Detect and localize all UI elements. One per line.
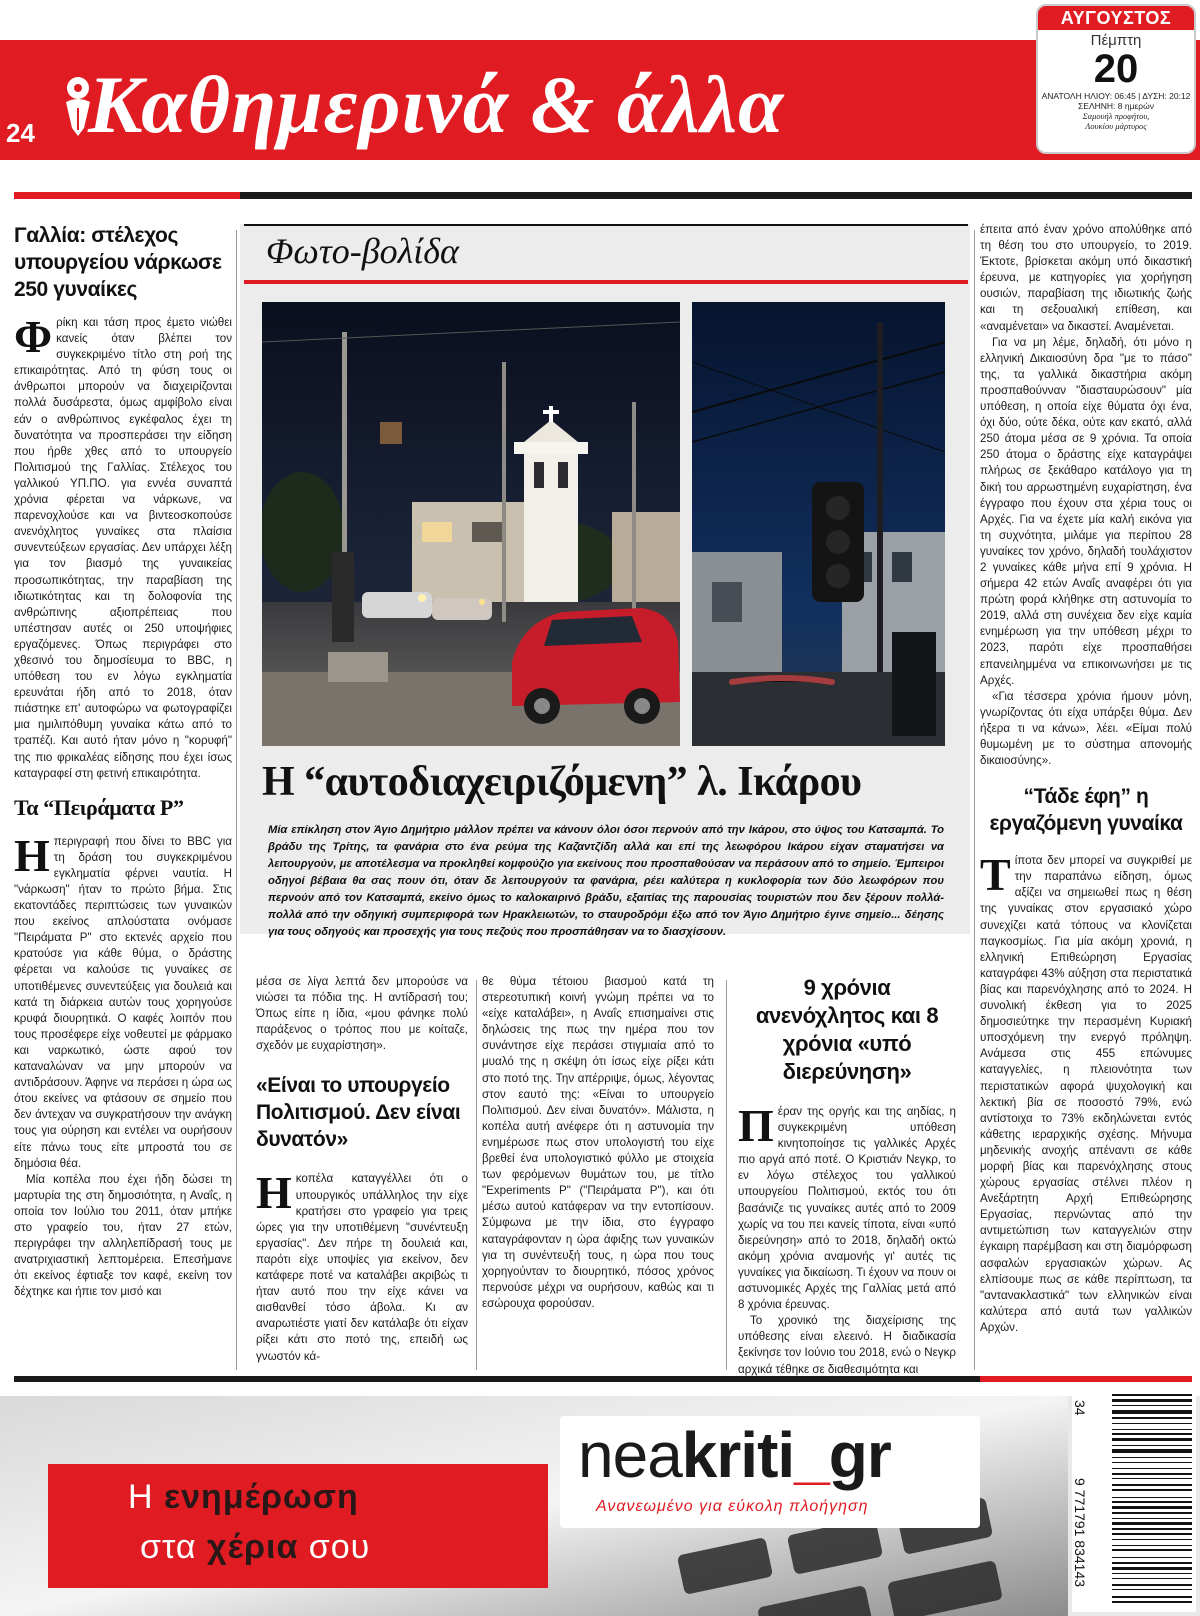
subhead-9-xronia: 9 χρόνια ανενόχλητος και 8 χρόνια «υπό διερεύνηση»	[755, 975, 939, 1084]
left-body-2	[14, 829, 232, 1301]
barcode	[1072, 1388, 1196, 1612]
paragraph: Το χρονικό της διαχείρισης της υπόθεσης είναι ελεεινό. Η διαδικασία ξεκίνησε τον Ιούνιο του 2018, ενώ ο Νεγκρ αρχικά τέθηκε σε διαθεσιμότητα και	[738, 1314, 956, 1376]
dropcap: Η	[14, 829, 50, 881]
subhead-ypourgeio: «Είναι το υπουργείο Πολιτισμού. Δεν είναι δυνατόν»	[256, 1074, 461, 1152]
paragraph: μέσα σε λίγα λεπτά δεν μπορούσε να νιώσει τα πόδια της. Η αντίδρασή του; Όπως είπε η ίδια, «μου φάνηκε πολύ παράξενος ο τρόπος που με κοίταζε, σχεδόν με ευχαρίστηση».	[256, 975, 468, 1053]
saint-of-day-1: Σαμουήλ προφήτου,	[1082, 111, 1150, 121]
barcode-issue-number: 34	[1072, 1400, 1088, 1416]
brand-part: gr	[828, 1419, 891, 1491]
barcode-number: 9 771791 834143	[1072, 1478, 1088, 1587]
brand-part: kriti	[681, 1419, 795, 1491]
saint-of-day-2: Λουκίου μάρτυρος	[1085, 121, 1147, 131]
paragraph: «Για τέσσερα χρόνια ήμουν μόνη, γνωρίζοντας ότι είχα υπάρξει θύμα. Δεν ήξερα τι να κάνω», λέει. «Είμαι πολύ θυμωμένη με το σύστημα απονομής δικαιοσύνης».	[980, 689, 1192, 768]
paragraph: θε θύμα τέτοιου βιασμού κατά τη στερεοτυπική κοινή γνώμη πρέπει να το «είχε καταλάβει», η Αναΐς επισημαίνει στις δηλώσεις της πως την ημέρα που τον συνάντησε είχε περάσει στιγμιαία από το μυαλό της η σκέψη ότι ίσως είχε ρίξει κάτι στο ποτό της. Την απέρριψε, όμως, λέγοντας στον εαυτό της: «Είναι το υπουργείο Πολιτισμού. Δεν είναι δυνατόν». Μάλιστα, η κοπέλα αυτή ανέφερε ότι η αστυνομία την ενημέρωσε πως στον υπολογιστή του είχε βρεθεί ένα υπολογιστικό φύλλο με στοιχεία των φερόμενων θυμάτων του, με τίτλο "Experiments P" ("Πειράματα Ρ"), και ότι μέσω αυτού κατάφεραν να την εντοπίσουν. Σύμφωνα με την ίδια, στο έγγραφο καταγράφονταν η ώρα άφιξης των γυναικών για τη συνέντευξή τους, η ώρα που τους χορηγούνταν το διουρητικό, πόσος χρόνος περνούσε μέχρι να ουρήσουν, καθώς και τι εσώρουχα φορούσαν.	[482, 975, 714, 1310]
left-article	[14, 222, 232, 1300]
dropcap: Η	[256, 1167, 292, 1219]
moon-phase: ΣΕΛΗΝΗ: 8 ημερών	[1078, 101, 1154, 111]
right-article	[980, 222, 1192, 1336]
paragraph: έπειτα από έναν χρόνο απολύθηκε από τη θέση του στο υπουργείο, το 2019. Έκτοτε, βρίσκεται ακόμη υπό δικαστική έρευνα, με κατηγορίες για χορήγηση ουσιών, παραβίαση της ιδιωτικής ζωής και τη σεξουαλική επίθεση, και «αναμένεται» να δικαστεί. Αναμένεται.	[980, 223, 1192, 333]
section-title: Καθημερινά & άλλα	[88, 59, 785, 150]
column-divider	[236, 230, 237, 1370]
dropcap: Φ	[14, 311, 53, 362]
dropcap: Π	[738, 1100, 774, 1151]
ad-slogan-line-2	[140, 1528, 370, 1567]
brand-part: nea	[578, 1419, 682, 1491]
date-month: ΑΥΓΟΥΣΤΟΣ	[1038, 6, 1194, 30]
paragraph: περιγραφή που δίνει το BBC για τη δράση του συγκεκριμένου εγκληματία φέρνει ναυτία. Η "νάρκωση" ήταν το πρώτο βήμα. Στις εκατοντάδες περιπτώσεις των γυναικών που εκείνος απλούστατα ονόμασε "Πειράματα Ρ" στο εκτενές αρχείο που κρατούσε για κάθε θύμα, ο δράστης φέρεται να καλούσε τις γυναίκες σε υποτιθέμενες συνεντεύξεις για δουλειά και κατά τη διάρκεια αυτών τους χορηγούσε κρυφά διουρητικά. Ο καφές λοιπόν που τους προσέφερε είχε νοθευτεί με φάρμακο και ναρκωτικό, ώστε αφού τον καταναλώναν να μην μπορούν να αντιδράσουν. Άφηνε να περάσει η ώρα ως ότου εκείνες να φτάσουν σε σημείο που δεν άντεχαν να συγκρατήσουν την ανάγκη τους για ούρηση και εντέλει να ουρήσουν είτε πάνω τους είτε μπροστά του σε δημόσια θέα.	[14, 834, 232, 1170]
ad-brand-logo[interactable]	[578, 1418, 891, 1492]
bottom-column-2	[482, 974, 714, 1312]
date-day-number: 20	[1093, 47, 1139, 91]
column-divider	[974, 230, 975, 1370]
right-body	[980, 222, 1192, 769]
feature-label: Φωτο-βολίδα	[266, 231, 459, 271]
feature-top-rule	[244, 224, 968, 226]
left-headline: Γαλλία: στέλεχος υπουργείου νάρκωσε 250 γυναίκες	[14, 224, 222, 301]
paragraph: Μία κοπέλα που έχει ήδη δώσει τη μαρτυρία της στη δημοσιότητα, η Αναΐς, η οποία τον Ιούλιο του 2011, όταν μπήκε στο γραφείο του, ήταν 27 ετών, περιγράφει την αλληλεπίδρασή τους με ανατριχιαστική λεπτομέρεια. Επεσήμανε ότι εκείνος έφτιαξε τον καφέ, εκείνη τον δέχτηκε και ήπιε τον μισό και	[14, 1172, 232, 1299]
feature-red-rule	[244, 280, 968, 284]
bottom-column-1-body	[256, 1167, 468, 1364]
sunrise-sunset: ΑΝΑΤΟΛΗ ΗΛΙΟΥ: 06:45 | ΔΥΣΗ: 20:12	[1041, 91, 1191, 101]
paragraph: έραν της οργής και της αηδίας, η συγκεκριμένη υπόθεση κινητοποίησε τις γαλλικές Αρχές πιο αργά από ποτέ. Ο Κριστιάν Νεγκρ, το εν λόγω στέλεχος του γαλλικού υπουργείου Πολιτισμού, εκτός του ότι βασάνιζε τις γυναίκες αυτές από το 2009 χωρίς να του πει κανείς τίποτα, είναι «υπό διερεύνηση» από το 2018, δηλαδή οκτώ ακόμη χρόνια αναμονής γι' αυτές τις γυναίκες για δικαίωση. Τι έχουν να πουν οι αστυνομικές Αρχές της Γαλλίας μετά από 8 χρόνια έρευνας.	[738, 1105, 956, 1312]
barcode-bars-icon	[1072, 1388, 1196, 1612]
ad-slogan-emphasis: χέρια	[207, 1528, 299, 1566]
header-rule-red	[14, 192, 240, 199]
bottom-column-3	[738, 974, 956, 1378]
ad-slogan-emphasis: ενημέρωση	[164, 1478, 359, 1516]
dropcap: Τ	[980, 849, 1011, 901]
date-weekday: Πέμπτη	[1090, 32, 1142, 49]
column-divider	[476, 980, 477, 1370]
ad-slogan-text: σου	[298, 1528, 371, 1566]
paragraph: ίποτα δεν μπορεί να συγκριθεί με την παραπάνω είδηση, όμως αξίζει να σημειωθεί πως η θέση της γυναίκας στον εργασιακό χώρο συνεχίζει κατά τόπους να κλονίζεται παγκοσμίως. Για μία ακόμη χρονιά, η ελληνική Επιθεώρηση Εργασίας καταγράφει 43% αύξηση στα περιστατικά βίας και παρενόχλησης από το 2024. Η συνολική έκθεση για το 2025 δημοσιεύτηκε την περασμένη Κυριακή υποσχόμενη την ενεργό πρόληψη. Ανάμεσα στις 455 επώνυμες καταγγελίες, η πλειονότητα των περιστατικών αφορά ψυχολογική και λεκτική βία σε ποσοστό 79%, ενώ αντίστοιχα το 73% εκδηλώνεται εντός κάθετης ιεραρχικής σχέσης. Μήνυμα μηδενικής ανοχής απέναντι σε κάθε μορφή βίας και παρενόχλησης στους χώρους εργασίας στέλνει πλέον η Ανεξάρτητη Αρχή Επιθεώρησης Εργασίας, περνώντας από την αντιμετώπιση των καταγγελιών στην έγκαιρη παρέμβαση και στη διαμόρφωση ασφαλών εργασιακών χώρων. Ας ελπίσουμε πως σε κάθε περίπτωση, τα "αντανακλαστικά" των ελληνικών είναι καλύτερα από αυτά των γαλλικών Αρχών.	[980, 854, 1192, 1334]
page-number: 24	[6, 118, 35, 148]
ad-slogan-text: Η	[128, 1478, 164, 1516]
left-lead-paragraph: ρίκη και τάση προς έμετο νιώθει κανείς όταν βλέπει τον συγκεκριμένο τίτλο στη ροή της επικαιρότητας. Από τη φύση τους οι άνθρωποι μπορούν να διαχειρίζονται πολλά δυσάρεστα, όμως αμφίβολο είναι εάν ο ανθρώπινος εγκέφαλος έχει τη δυνατότητα να προσπεράσει την είδηση που ήρθε χθες από το υπουργείο Πολιτισμού της Γαλλίας. Στέλεχος του γαλλικού ΥΠ.ΠΟ. για εννέα συναπτά χρόνια φέρεται να νάρκωνε, να παρενοχλούσε και να βιντεοσκοπούσε ανενόχλητος γυναίκες στα πλαίσια συνεντεύξεων εργασίας. Δεν υπάρχει λέξη για τον βιασμό της γυναικείας προσωπικότητας, την παραβίαση της ιδιωτικότητας και τη δολοφονία της ανθρώπινης αξιοπρέπειας που υπέστησαν αυτές οι 250 υποψήφιες εργαζόμενες. Όπως περιγράφει στο χθεσινό του δημοσίευμα το BBC, η υπόθεση του εν λόγω εγκληματία ερευνάται ήδη από το 2018, όταν πιάστηκε επ' αυτοφώρω να φωτογραφίζει μια ημιλιπόθυμη γυναίκα κάτω από το τραπέζι. Και αυτό ήταν μόνο η "κορυφή" της πιο φρικαλέας είδησης που έχει ίσως καταγραφεί στη φετινή επικαιρότητα.	[14, 316, 232, 780]
right-body-2	[980, 849, 1192, 1336]
header-rule-black	[240, 192, 1192, 199]
date-box	[1036, 4, 1196, 154]
photo-dark-traffic-light	[692, 302, 945, 746]
feature-lead-text: Μία επίκληση στον Άγιο Δημήτριο μάλλον πρέπει να κάνουν όλοι όσοι περνούν από την Ικάρου, στο ύψος του Κατσαμπά. Το βράδυ της Τρίτης, τα φανάρια στο ένα ρεύμα της Καζαντζίδη αλλά και επί της λεωφόρου Ικάρου είχαν σταματήσει να λειτουργούν, με αποτέλεσμα να προκληθεί κομφούζιο για εκείνους που προσπαθούσαν να περάσουν από το σημείο. Έμπειροι οδηγοί βέβαια θα σας πουν ότι, όταν δε λειτουργούν τα φανάρια, ρέει καλύτερα η κυκλοφορία των δύο λεωφόρων που περνούν από τον Κατσαμπά, εκείνο όμως το καλοκαιρινό βράδυ, εξαιτίας της παρουσίας τουριστών που δεν ξέρουν πολλά-πολλά από την οδηγική συμπεριφορά των Ηρακλειωτών, το σταυροδρόμι έξω από τον Άγιο Δημήτριο έγινε σημείο... δέησης για τους οδηγούς και προσεχής για τους πεζούς που προσπάθησαν να το διασχίσουν.	[268, 824, 944, 938]
brand-part: _	[794, 1419, 829, 1491]
subhead-peiramata: Τα “Πειράματα Ρ”	[14, 794, 184, 820]
ad-slogan-text: στα	[140, 1528, 208, 1566]
ad-tagline: Ανανεωμένο για εύκολη πλοήγηση	[596, 1498, 869, 1515]
subhead-tade-efi: “Τάδε έφη” η εργαζόμενη γυναίκα	[989, 785, 1183, 836]
paragraph: Για να μη λέμε, δηλαδή, ότι μόνο η ελληνική Δικαιοσύνη δρα "με το πάσο" της, τα γαλλικά δικαστήρια ακόμη προσπαθούνναν "διασταυρώσουν" μία υπόθεση, η οποία είχε θύματα όχι ένα, όχι δύο, ούτε δέκα, ούτε καν εκατό, αλλά 250 άτομα μέσα σε 9 χρόνια. Τα οποία 250 άτομα ο δράστης είχε καταγράψει πλήρως σε ξεκάθαρο κατάλογο για τη δική του αρρωστημένη ευχαρίστηση, ένα έγγραφο που έχουν στα χέρια τους οι Αρχές. Για να έχετε μία καλή εικόνα για τη συχνότητα, μιλάμε για περίπου 28 γυναίκες τον χρόνο, δηλαδή τουλάχιστον 2 γυναίκες κάθε μήνα επί 9 χρόνια. Η σήμερα 42 ετών Αναΐς αναφέρει ότι για πρώτη φορά κλήθηκε στη αστυνομία το 2019, αλλά στη συνέχεια δεν είχε καμία ενημέρωση για την υπόθεση μέχρι το 2023, παρότι είχε προσπαθήσει επανειλημμένα να επικοινωνήσει με τις Αρχές.	[980, 335, 1192, 687]
photo-church-intersection	[262, 302, 680, 746]
ad-slogan-line-1	[128, 1478, 359, 1517]
left-body	[14, 311, 232, 782]
footer-rule-red	[980, 1376, 1192, 1382]
feature-headline: Η “αυτοδιαχειριζόμενη” λ. Ικάρου	[262, 759, 862, 805]
bottom-column-3-body	[738, 1100, 956, 1378]
column-divider	[726, 980, 727, 1370]
bottom-column-1	[256, 974, 468, 1365]
paragraph: κοπέλα καταγγέλλει ότι ο υπουργικός υπάλληλος την είχε κρατήσει στο γραφείο για τρεις ώρες για την υποτιθέμενη "συνέντευξη εργασίας". Δεν πήρε τη δουλειά και, παρότι είχε υποψίες για εκείνον, δεν κατάφερε ποτέ να καταλάβει ακριβώς τι ήταν αυτό που την είχε κάνει να αισθανθεί τόσο άβολα. Κι αν αναρωτιέστε γιατί δεν κατάλαβε ότι είχαν ρίξει κάτι στο ποτό της, επειδή ως γνωστόν κά-	[256, 1172, 468, 1363]
